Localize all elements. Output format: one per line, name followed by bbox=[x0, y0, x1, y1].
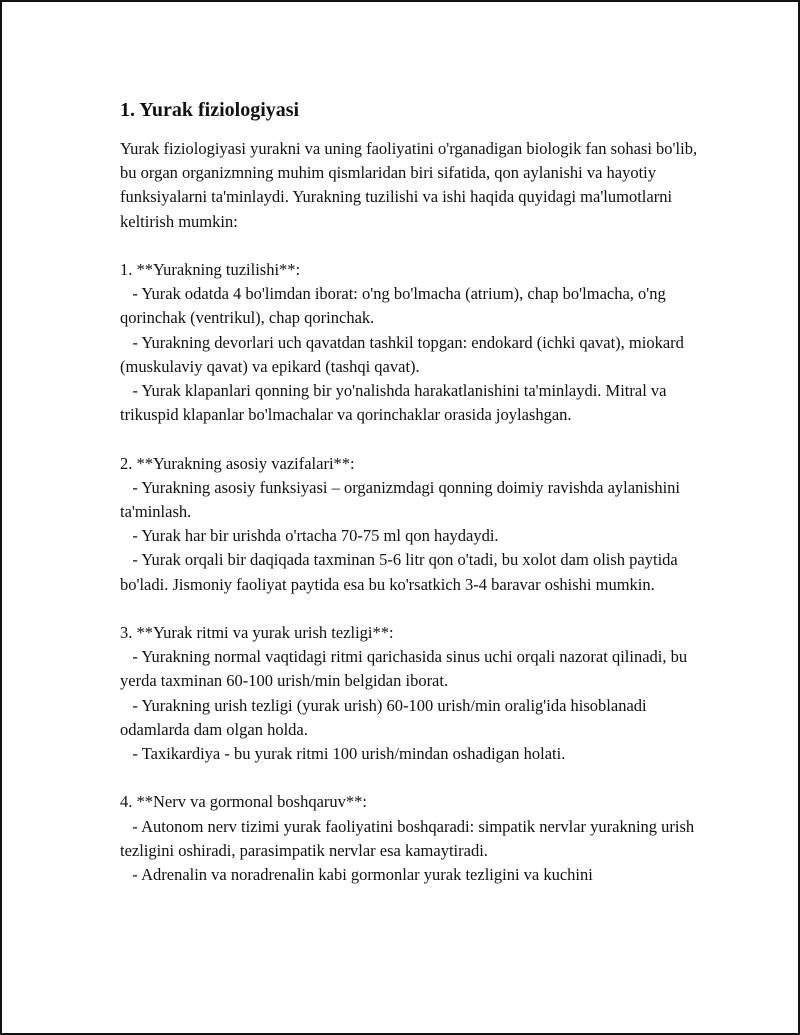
spacer bbox=[120, 597, 700, 621]
section-regulation bbox=[120, 790, 700, 887]
list-item: - Yurak har bir urishda o'rtacha 70-75 ml qon haydaydi. bbox=[120, 526, 499, 546]
section-rhythm bbox=[120, 621, 700, 766]
spacer bbox=[120, 234, 700, 258]
document-content bbox=[120, 97, 700, 887]
list-item: - Yurakning urish tezligi (yurak urish) 60-100 urish/min oralig'ida hisoblanadi odamlarda dam olgan holda. bbox=[120, 695, 651, 739]
list-item: - Yurakning devorlari uch qavatdan tashkil topgan: endokard (ichki qavat), miokard (muskulaviy qavat) va epikard (tashqi qavat). bbox=[120, 332, 689, 376]
list-item: - Yurakning asosiy funksiyasi – organizmdagi qonning doimiy ravishda aylanishini ta'minlash. bbox=[120, 477, 685, 522]
list-item: - Yurak klapanlari qonning bir yo'nalishda harakatlanishini ta'minlaydi. Mitral va trikuspid klapanlar bo'lmachalar va qorinchaklar orasida joylashgan. bbox=[120, 381, 671, 425]
spacer bbox=[120, 766, 700, 790]
list-item: - Adrenalin va noradrenalin kabi gormonlar yurak tezligini va kuchini bbox=[120, 865, 593, 885]
spacer bbox=[120, 427, 700, 451]
page-title: 1. Yurak fiziologiyasi bbox=[120, 99, 300, 121]
intro-paragraph: Yurak fiziologiyasi yurakni va uning faoliyatini o'rganadigan biologik fan sohasi bo'lib, bu organ organizmning muhim qismlaridan biri sifatida, qon aylanishi va hayotiy funksiyalarni ta'minlaydi. Yurakning tuzilishi va ishi haqida quyidagi ma'lumotlarni keltirish mumkin: bbox=[120, 139, 702, 231]
section-heading: 1. **Yurakning tuzilishi**: bbox=[120, 260, 301, 279]
section-heading: 4. **Nerv va gormonal boshqaruv**: bbox=[120, 792, 367, 812]
section-heading: 3. **Yurak ritmi va yurak urish tezligi**: bbox=[120, 623, 394, 643]
list-item: - Yurak odatda 4 bo'limdan iborat: o'ng bo'lmacha (atrium), chap bo'lmacha, o'ng qorinchak (ventrikul), chap qorinchak. bbox=[120, 284, 670, 328]
list-item: - Yurak orqali bir daqiqada taxminan 5-6 litr qon o'tadi, bu xolot dam olish paytida bo'ladi. Jismoniy faoliyat paytida esa bu ko'rsatkich 3-4 baravar oshishi mumkin. bbox=[120, 550, 682, 594]
section-heading: 2. **Yurakning asosiy vazifalari**: bbox=[120, 453, 355, 473]
list-item: - Yurakning normal vaqtidagi ritmi qarichasida sinus uchi orqali nazorat qilinadi, bu yerda taxminan 60-100 urish/min belgidan iborat. bbox=[120, 647, 692, 691]
list-item: - Taxikardiya - bu yurak ritmi 100 urish/mindan oshadigan holati. bbox=[120, 744, 566, 764]
section-functions bbox=[120, 452, 700, 597]
list-item: - Autonom nerv tizimi yurak faoliyatini boshqaradi: simpatik nervlar yurakning urish tezligini oshiradi, parasimpatik nervlar esa kamaytiradi. bbox=[120, 816, 699, 860]
section-structure bbox=[120, 258, 700, 427]
